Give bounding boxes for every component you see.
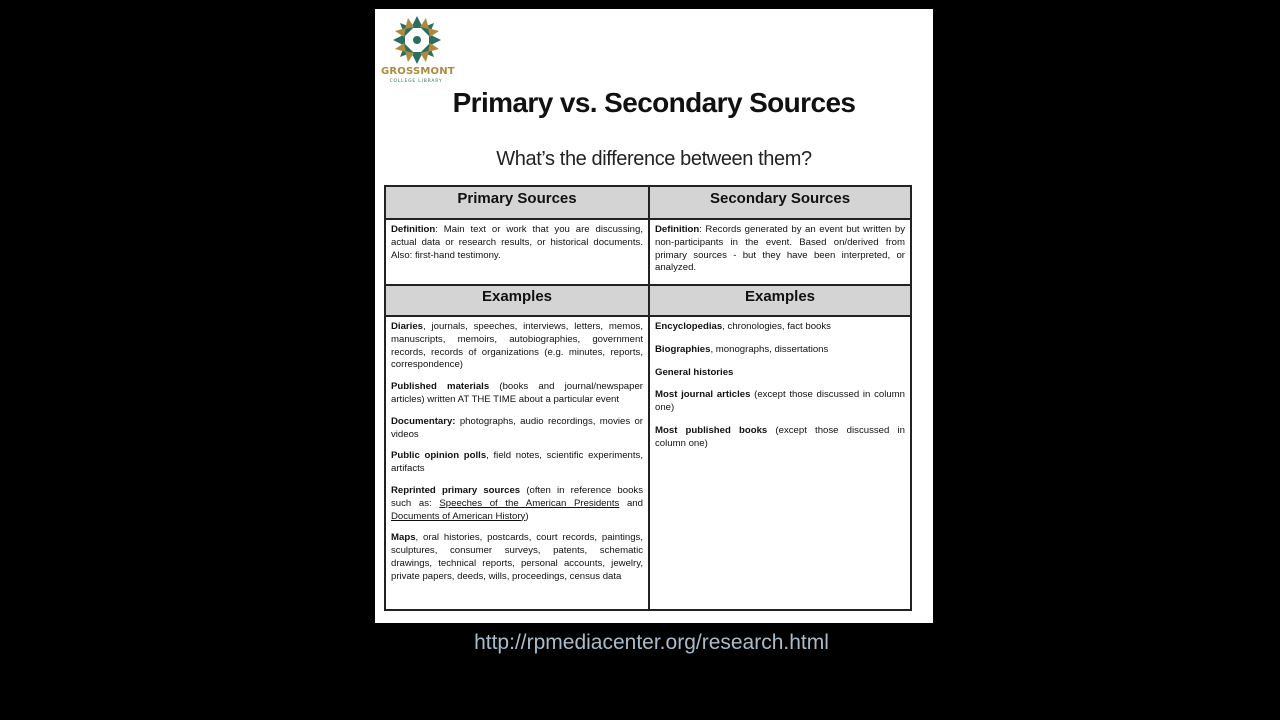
item-text: , monographs, dissertations xyxy=(710,343,829,355)
comparison-table xyxy=(384,185,912,611)
item-term: Maps xyxy=(391,532,416,544)
item-text: (except those discussed in column one) xyxy=(655,389,906,414)
item-term: Diaries xyxy=(391,321,423,332)
item-text: (except those discussed in column one) xyxy=(655,424,905,449)
primary-header: Primary Sources xyxy=(386,187,648,220)
item-text: ) xyxy=(525,510,529,522)
item-text: (books and journal/newspaper articles) written AT THE TIME about a particular event xyxy=(391,381,644,405)
item-term: Published materials xyxy=(391,381,490,393)
item-text: , field notes, scientific experiments, artifacts xyxy=(391,450,643,475)
list-item xyxy=(655,389,905,415)
list-item xyxy=(391,321,643,372)
definition-text: : Records generated by an event but written by non-participants in the event. Based on/derived from primary sources - but they have been interpreted, or analyzed. xyxy=(655,224,905,274)
item-text: (often in reference books such as: xyxy=(391,484,643,509)
college-logo xyxy=(381,15,455,95)
logo-subtitle: COLLEGE LIBRARY xyxy=(389,79,443,84)
item-term: Public opinion polls xyxy=(391,450,487,462)
item-term: Encyclopedias xyxy=(655,321,723,332)
list-item xyxy=(391,485,643,523)
secondary-examples-list xyxy=(650,317,910,451)
list-item xyxy=(391,381,643,407)
primary-definition xyxy=(386,220,648,284)
list-item xyxy=(655,367,905,380)
list-item xyxy=(391,416,643,442)
list-item xyxy=(391,532,643,583)
list-item xyxy=(655,425,905,451)
secondary-column xyxy=(650,187,910,609)
secondary-definition xyxy=(650,220,910,284)
secondary-examples-header: Examples xyxy=(650,284,910,317)
definition-label: Definition xyxy=(655,224,700,235)
item-term: General histories xyxy=(655,366,734,378)
item-term: Most published books xyxy=(655,424,768,436)
book-title-speeches: Speeches of the American Presidents xyxy=(439,497,620,509)
primary-examples-list xyxy=(386,317,648,584)
list-item xyxy=(655,321,905,334)
logo-name: GROSSMONT xyxy=(381,66,455,77)
definition-text: : Main text or work that you are discussing, actual data or research results, or historical documents. Also: first-hand testimony. xyxy=(391,224,643,261)
item-text: , journals, speeches, interviews, letters, memos, manuscripts, memoirs, autobiographies, government records, records of organizations (e.g. minutes, reports, correspondence) xyxy=(391,321,643,371)
definition-label: Definition xyxy=(391,224,436,235)
item-text: , oral histories, postcards, court records, paintings, sculptures, consumer surveys, patents, schematic drawings, technical reports, personal accounts, jewelry, private papers, deeds, wills, proceedings, census data xyxy=(391,532,643,582)
logo-emblem-icon xyxy=(392,15,442,65)
primary-column xyxy=(386,187,650,609)
list-item xyxy=(391,450,643,476)
item-text: , chronologies, fact books xyxy=(722,321,831,332)
primary-examples-header: Examples xyxy=(386,284,648,317)
item-term: Reprinted primary sources xyxy=(391,484,521,496)
list-item xyxy=(655,344,905,357)
book-title-documents: Documents of American History xyxy=(391,510,526,522)
page-title: Primary vs. Secondary Sources xyxy=(452,87,856,118)
item-text: and xyxy=(619,497,643,509)
secondary-header: Secondary Sources xyxy=(650,187,910,220)
item-term: Documentary: xyxy=(391,415,456,427)
item-term: Biographies xyxy=(655,343,711,355)
source-url-caption: http://rpmediacenter.org/research.html xyxy=(474,631,829,654)
page-subtitle: What’s the difference between them? xyxy=(496,148,812,170)
handout-page xyxy=(375,9,933,623)
item-term: Most journal articles xyxy=(655,389,751,401)
item-text: photographs, audio recordings, movies or videos xyxy=(391,415,643,440)
